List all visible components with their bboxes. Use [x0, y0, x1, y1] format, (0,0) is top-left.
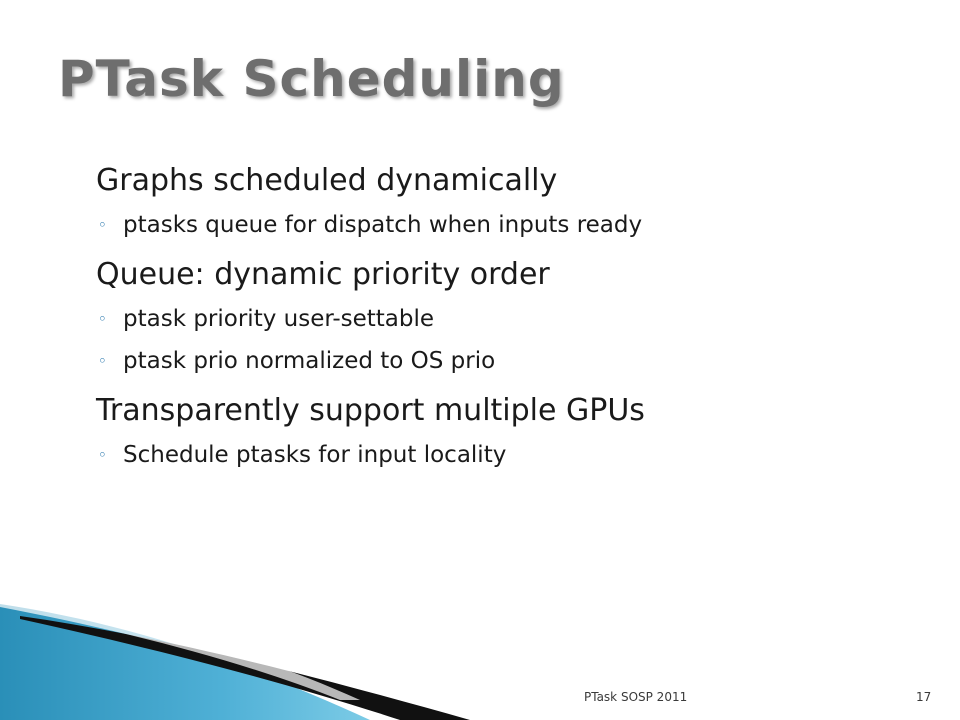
sub-bullet-item — [60, 204, 920, 246]
sub-bullet-item — [60, 298, 920, 340]
sub-bullet-text: ptask priority user-settable — [123, 306, 435, 332]
bullet-text: Graphs scheduled dynamically — [96, 163, 558, 198]
bullet-item — [60, 158, 920, 204]
sub-bullet-text: Schedule ptasks for input locality — [123, 442, 507, 468]
slide-number: 17 — [916, 690, 932, 704]
teal-wave-shape — [0, 604, 370, 720]
footer-text: PTask SOSP 2011 — [584, 690, 688, 704]
sub-bullet-text: ptasks queue for dispatch when inputs ready — [123, 212, 643, 238]
circle-bullet-icon: ◦ — [98, 216, 107, 234]
circle-bullet-icon: ◦ — [98, 446, 107, 464]
sub-bullet-text: ptask prio normalized to OS prio — [123, 348, 496, 374]
bullet-item — [60, 388, 920, 434]
bullet-item — [60, 252, 920, 298]
slide-title: PTask Scheduling — [58, 50, 565, 108]
circle-bullet-icon: ◦ — [98, 310, 107, 328]
bullet-list — [60, 158, 920, 476]
circle-bullet-icon: ◦ — [98, 352, 107, 370]
sub-bullet-item — [60, 340, 920, 382]
bullet-text: Transparently support multiple GPUs — [96, 393, 645, 428]
bullet-text: Queue: dynamic priority order — [96, 257, 550, 292]
sub-bullet-item — [60, 434, 920, 476]
